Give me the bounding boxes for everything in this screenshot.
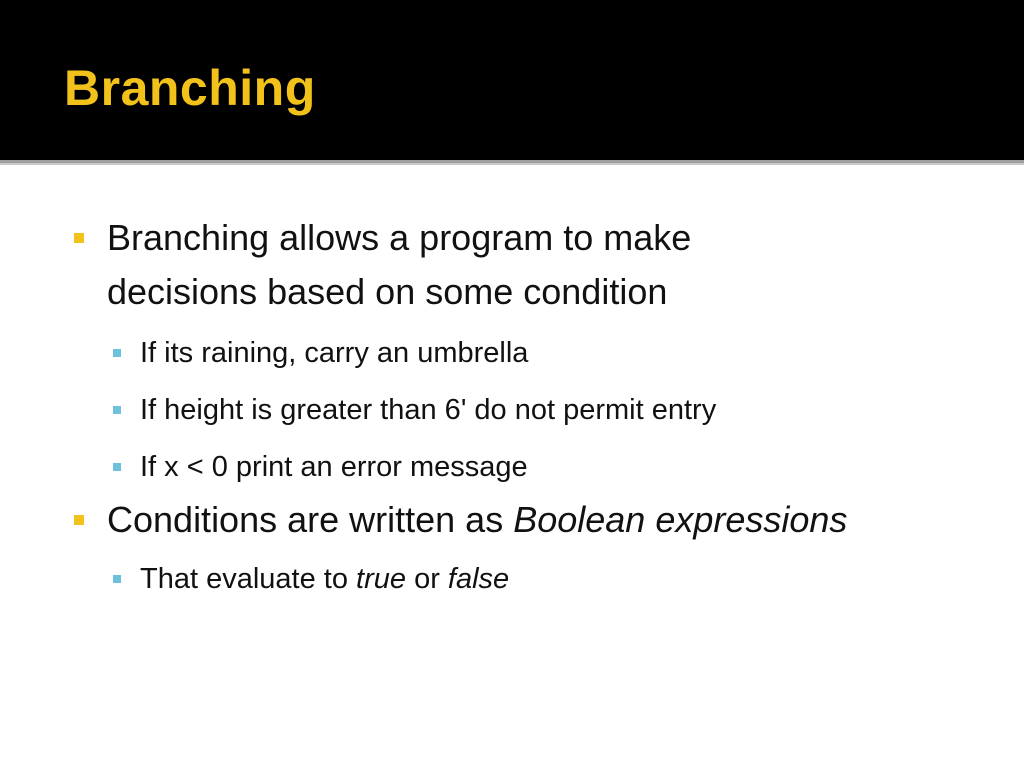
bullet-square-icon xyxy=(74,515,84,525)
sub-bullet-square-icon xyxy=(113,463,121,471)
slide-title: Branching xyxy=(64,60,316,116)
sub-bullet-text xyxy=(140,559,509,599)
sub-bullet-text: If its raining, carry an umbrella xyxy=(140,337,529,369)
sub-bullet-square-icon xyxy=(113,575,121,583)
sub-bullet-square-icon xyxy=(113,349,121,357)
sub-bullet-square-icon xyxy=(113,406,121,414)
bullet-text-italic: Boolean expressions xyxy=(513,499,848,540)
sub-bullet-text: If height is greater than 6' do not permit entry xyxy=(140,394,717,426)
bullet-text xyxy=(107,493,847,547)
bullet-text-continued: decisions based on some condition xyxy=(107,271,668,312)
bullet-text-plain: Conditions are written as xyxy=(107,499,514,540)
sub-bullet-text-italic: false xyxy=(447,563,510,595)
bullet-square-icon xyxy=(74,233,84,243)
sub-bullet-text-plain: That evaluate to xyxy=(140,563,357,595)
bullet-text: Branching allows a program to make xyxy=(107,217,692,258)
sub-bullet-text-italic: true xyxy=(356,563,407,595)
sub-bullet-text: If x < 0 print an error message xyxy=(140,451,528,483)
sub-bullet-text-plain: or xyxy=(406,563,448,595)
